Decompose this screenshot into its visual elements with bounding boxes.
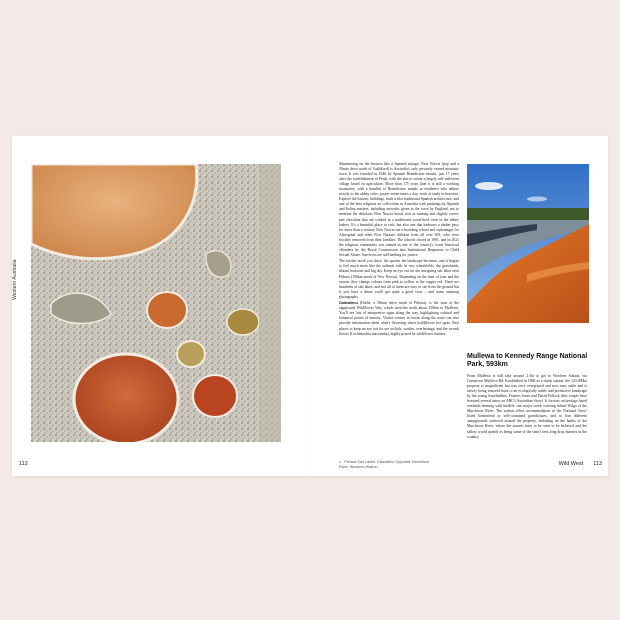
left-page-number: 112 — [19, 461, 28, 467]
caption-arrow: ↙ — [339, 460, 343, 464]
aerial-salt-lakes-photo — [31, 164, 281, 442]
paragraph-text: The further north you drive, the sparser the landscape becomes, and it begins to feel much more like the outback with its vast wheatfields, dry grasslands, distant horizons and big sky. Keep an eye out for the intriguing salt lakes near Pithara (196km north of New Norcia). Depending on the time of year and the season, they change colours from pink to yellow to the copper red. There are hundreds of salt lakes, and not all of them are easy to see from the ground but if you have a drone you'll get quite a good view – and some amazing photographs. — [339, 259, 459, 299]
side-section-label: Western Australia — [12, 259, 18, 300]
photo-caption — [339, 460, 431, 470]
paragraph — [339, 301, 459, 336]
paragraph-lead: Dalwallinu — [339, 301, 358, 306]
body-column-2 — [467, 374, 587, 466]
paragraph — [339, 162, 459, 258]
running-section: Wild West — [558, 461, 584, 467]
caption-text: Pithara Salt Lakes. Dalwallinu Opposite Murchison River, Wooleen Station — [339, 460, 430, 469]
page-gutter — [310, 136, 311, 476]
paragraph-text: (Dallie, a 30min drive north of Pithara), is the start of the signposted Wildflower Way, which stretches north about 250km to Mullewa. You'll see lots of interpretive signs along the way, highlighting cultural and botanical points of interest. Visitor centres in towns along the route can also provide information about what's flowering when (wildflower hot spots. Best places to keep an eye out for are orchids, wattles, everlastings, and the wreath flower (Lechenaultia macrantha), highly prized by wildflower hunters. — [339, 301, 459, 336]
right-page-number: 113 — [593, 461, 602, 467]
paragraph-text: Shimmering on the horizon like a Spanish mirage, New Norcia (pop and a 50min drive north of Guildford) is Australia's only privately owned monastic town. It was founded in 1846 by Spanish Benedictine monks, just 17 years after the establishment of Perth, with the aim to create a largely self-sufficient village based on agriculture. More than 175 years later it is still a working monastery, with a handful of Benedictine monks in residence who adhere strictly to the abbey rules; prayer seven times a day, work at study in between. Explore the historic buildings, built with a traditional Spanish architecture, and one of the best religious art collections in Australia with paintings by Spanish and Italian masters, including artworks given to the town by England, not to mention the delicious New Norcia bread, rich in nutmeg and slightly sweet; pan chocolate that are cooked in a traditional wood-fired oven in the abbey bakery. It's a beautiful place to visit, but also one that harbours a darker past: for more than a century New Norcia ran a boarding school and orphanages for Aboriginal and other First Nations children from all over WA, who were forcibly removed from their families. The schools closed in 1991, and in 2021 the religious community was named as one of the country's worst historical offenders by the Royal Commission into Institutional Responses to Child Sexual Abuse. Survivors are still battling for justice. — [339, 162, 459, 257]
river-landscape-photo — [467, 164, 589, 323]
paragraph — [467, 374, 587, 440]
section-heading: Mullewa to Kennedy Range National Park, 593km — [467, 353, 588, 368]
body-column-1 — [339, 162, 459, 444]
paragraph — [339, 259, 459, 299]
paragraph-text: From Mullewa it will take around 2.5hr to get to Wooleen Station, via Carnarvon Mullewa Rd. Established in 1886 as a sheep station, the 123,000ha property is magnificent but was once overgrazed and now runs cattle and is slowly being restored back to an ecologically stable and productive landscape by the young leaseholders, Frances Jones and David Pollock (this couple have featured several times on ABC's Australian Story). It focuses on heritage listed wetlands teeming with birdlife, one major creek crossing inland Wilga of the Murchison River. The station offers accommodation in the National Trust-listed homestead or self-contained guesthouses, and at four different campgrounds scattered around the property, including on the banks of the Murchison River, where the sunsets have to be seen to be believed and the sallow world quietly as being some of the state's best long drop dunnies in the country. — [467, 374, 587, 439]
